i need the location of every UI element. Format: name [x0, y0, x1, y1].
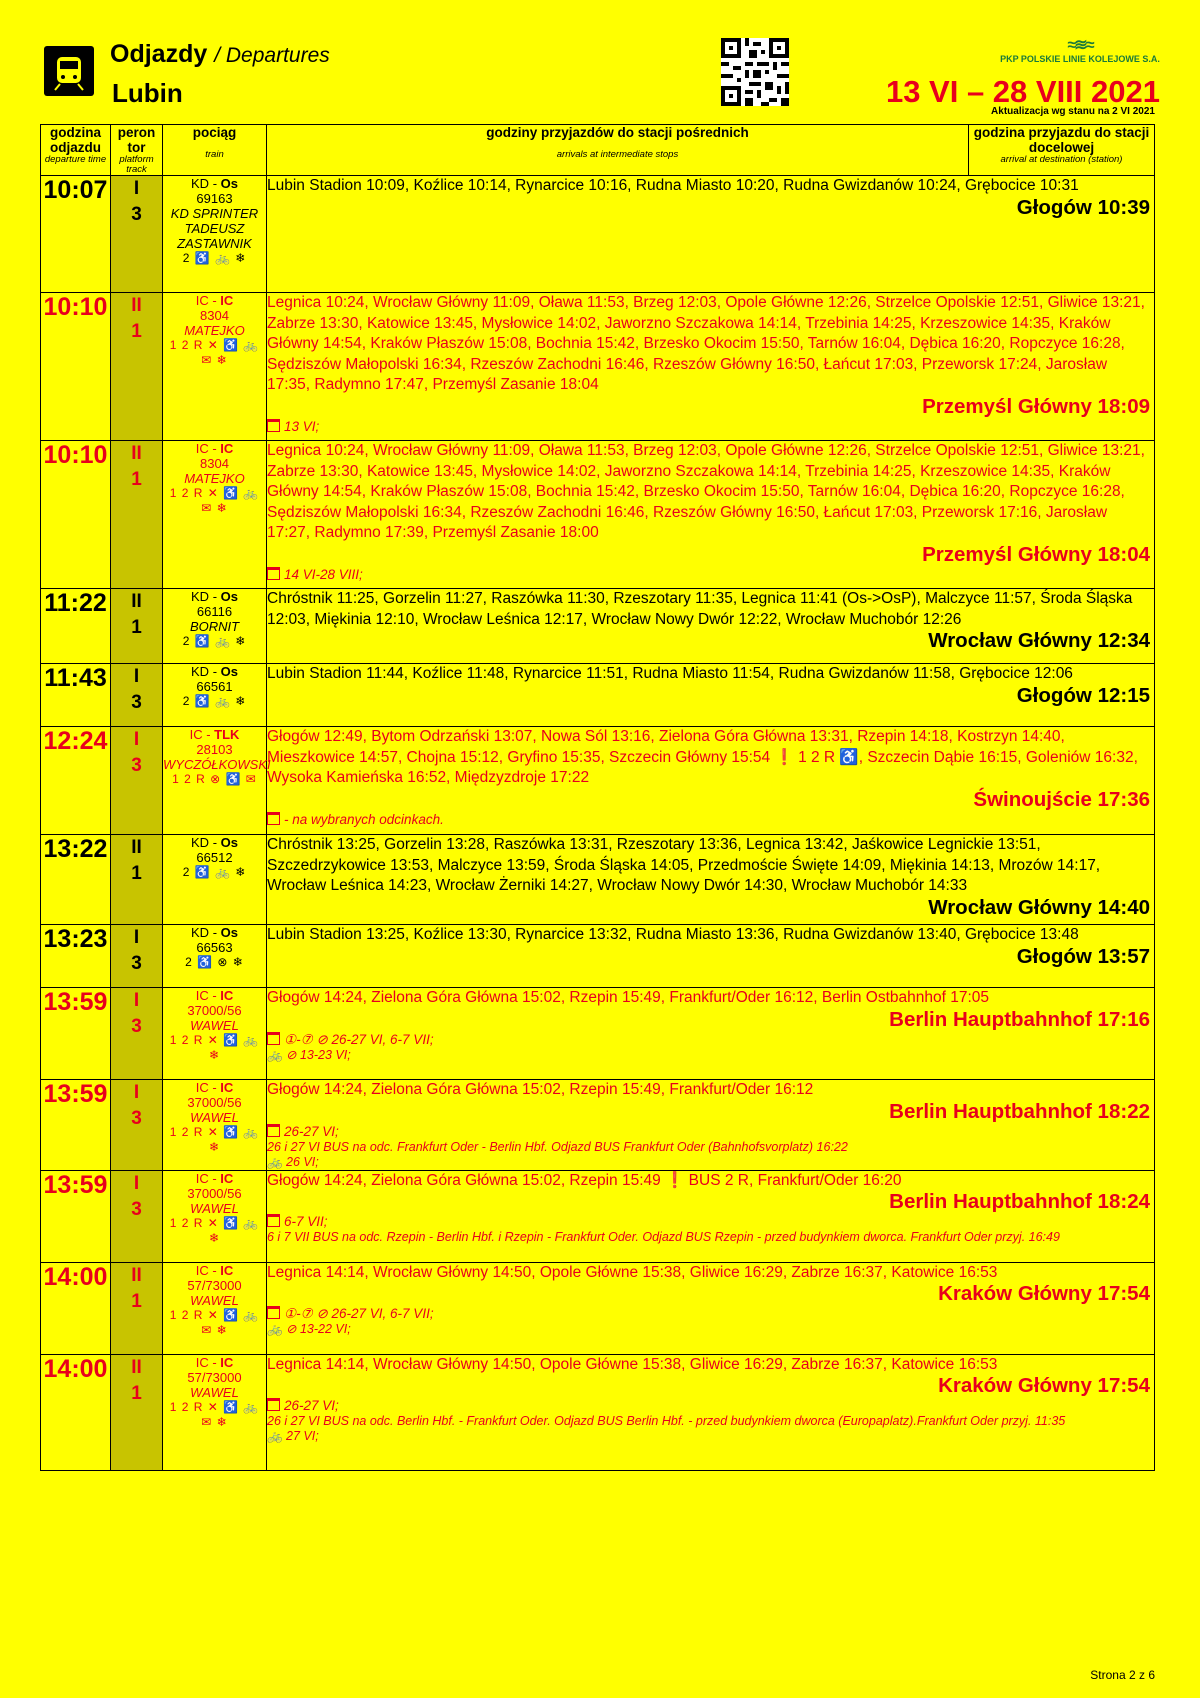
table-header-row — [41, 125, 1155, 176]
train-number: 57/73000 — [187, 1277, 242, 1293]
destination: Berlin Hauptbahnhof 18:24 — [889, 1190, 1150, 1213]
calendar-icon — [267, 1124, 280, 1137]
platform-track: II 1 — [111, 293, 163, 441]
departure-row — [41, 925, 1155, 988]
row-note: ①-⑦ ⊘ 26-27 VI, 6-7 VII; — [267, 1305, 1154, 1322]
train-info: KD - Os 69163 KD SPRINTER TADEUSZ ZASTAWNIK 2 ♿ 🚲 ❄ — [163, 176, 267, 293]
departure-time: 13:59 — [41, 1080, 111, 1171]
destination: Przemyśl Główny 18:09 — [922, 394, 1150, 418]
train-number: 8304 — [200, 308, 229, 323]
train-number: 69163 — [196, 191, 233, 206]
destination: Głogów 10:39 — [1016, 195, 1150, 219]
service-icons: 1 2 R ⊗ ♿ ✉ — [172, 772, 257, 786]
destination: Głogów 13:57 — [1016, 944, 1150, 968]
departure-time: 14:00 — [41, 1354, 111, 1470]
destination: Kraków Główny 17:54 — [938, 1282, 1150, 1305]
destination: Wrocław Główny 12:34 — [928, 629, 1150, 652]
departure-time: 13:59 — [41, 988, 111, 1080]
train-name: WAWEL — [190, 1384, 239, 1400]
intermediate-stops: Głogów 14:24, Zielona Góra Główna 15:02, Rzepin 15:49, Frankfurt/Oder 16:12 Berlin Hauptbahnhof 18:22 26-27 VI; 26 i 27 VI BUS na odc. Frankfurt Oder - Berlin Hbf. Odjazd BUS Frankfurt Oder (Bahnhofsvorplatz) 16:22 🚲 26 VI; — [267, 1080, 1155, 1171]
row-note: 14 VI-28 VIII; — [267, 566, 1154, 583]
service-icons: 1 2 R ✕ ♿ 🚲 ❄ — [169, 1125, 260, 1154]
service-icons: 1 2 R ✕ ♿ 🚲 ✉ ❄ — [169, 1399, 260, 1429]
train-number: 8304 — [200, 456, 229, 471]
update-note: Aktualizacja wg stanu na 2 VI 2021 — [991, 106, 1155, 117]
train-name: WYCZÓŁKOWSKI — [163, 757, 271, 772]
service-icons: 1 2 R ✕ ♿ 🚲 ✉ ❄ — [169, 486, 260, 515]
train-info: IC - IC 37000/56 WAWEL 1 2 R ✕ ♿ 🚲 ❄ — [163, 1170, 267, 1262]
destination: Kraków Główny 17:54 — [938, 1374, 1150, 1397]
platform-track: II 1 — [111, 1354, 163, 1470]
service-icons: 2 ♿ 🚲 ❄ — [182, 694, 247, 708]
train-name: MATEJKO — [184, 471, 245, 486]
train-info: IC - IC 37000/56 WAWEL 1 2 R ✕ ♿ 🚲 ❄ — [163, 988, 267, 1080]
train-icon — [44, 46, 94, 96]
train-number: 37000/56 — [187, 1003, 242, 1018]
train-number: 37000/56 — [187, 1185, 242, 1201]
column-header-platform: peron tor platform track — [111, 125, 163, 176]
service-icons: 1 2 R ✕ ♿ 🚲 ✉ ❄ — [169, 1307, 260, 1337]
calendar-icon — [267, 419, 280, 432]
departure-row — [41, 589, 1155, 664]
platform-track: I 3 — [111, 925, 163, 988]
page-header — [0, 0, 1200, 125]
service-icons: 2 ♿ 🚲 ❄ — [182, 251, 247, 265]
platform-track: II 1 — [111, 441, 163, 589]
train-info: IC - TLK 28103 WYCZÓŁKOWSKI 1 2 R ⊗ ♿ ✉ — [163, 727, 267, 835]
destination: Berlin Hauptbahnhof 17:16 — [889, 1007, 1150, 1031]
train-name: BORNIT — [189, 619, 240, 634]
destination: Głogów 12:15 — [1016, 683, 1150, 707]
intermediate-stops: Legnica 14:14, Wrocław Główny 14:50, Opole Główne 15:38, Gliwice 16:29, Zabrze 16:37, Katowice 16:53 Kraków Główny 17:54 ①-⑦ ⊘ 26-27 VI, 6-7 VII; 🚲 ⊘ 13-22 VI; — [267, 1262, 1155, 1354]
train-info: KD - Os 66116 BORNIT 2 ♿ 🚲 ❄ — [163, 589, 267, 664]
row-note: 26-27 VI; — [267, 1123, 1154, 1140]
column-header-stops: godziny przyjazdów do stacji pośrednich arrivals at intermediate stops — [267, 125, 969, 176]
train-info: KD - Os 66563 2 ♿ ⊗ ❄ — [163, 925, 267, 988]
departure-time: 14:00 — [41, 1262, 111, 1354]
platform-track: II 1 — [111, 1262, 163, 1354]
departure-time: 12:24 — [41, 727, 111, 835]
train-name: KD SPRINTER TADEUSZ ZASTAWNIK — [170, 206, 259, 251]
intermediate-stops: Lubin Stadion 10:09, Koźlice 10:14, Rynarcice 10:16, Rudna Miasto 10:20, Rudna Gwizdanów 10:24, Grębocice 10:31 Głogów 10:39 — [267, 176, 1155, 293]
departure-time: 13:22 — [41, 835, 111, 925]
train-name: WAWEL — [190, 1018, 239, 1033]
departure-time: 13:23 — [41, 925, 111, 988]
departure-time: 10:07 — [41, 176, 111, 293]
validity-period: 13 VI – 28 VIII 2021 — [885, 74, 1160, 109]
intermediate-stops: Legnica 10:24, Wrocław Główny 11:09, Oława 11:53, Brzeg 12:03, Opole Główne 12:26, Strzelce Opolskie 12:51, Gliwice 13:21, Zabrze 13:30, Katowice 13:45, Mysłowice 14:02, Jaworzno Szczakowa 14:14, Trzebinia 14:25, Krzeszowice 14:35, Kraków Główny 14:54, Kraków Płaszów 15:08, Bochnia 15:42, Brzesko Okocim 15:50, Tarnów 16:04, Dębica 16:20, Ropczyce 16:28, Sędziszów Małopolski 16:34, Rzeszów Zachodni 16:46, Rzeszów Główny 16:50, Łańcut 17:03, Przeworsk 17:24, Jarosław 17:35, Radymno 17:47, Przemyśl Zasanie 18:04 Przemyśl Główny 18:09 13 VI; — [267, 293, 1155, 441]
row-note: 🚲 26 VI; — [267, 1154, 319, 1169]
platform-track: I 3 — [111, 1170, 163, 1262]
departure-row — [41, 176, 1155, 293]
row-note: 6 i 7 VII BUS na odc. Rzepin - Berlin Hbf. i Rzepin - Frankfurt Oder. Odjazd BUS Rzepin - przed budynkiem dworca. Frankfurt Oder przyj. 16:49 — [267, 1230, 1060, 1244]
platform-track: I 3 — [111, 1080, 163, 1171]
page-number: Strona 2 z 6 — [1090, 1668, 1155, 1682]
departures-table — [40, 124, 1155, 1471]
calendar-icon — [267, 812, 280, 825]
station-name: Lubin — [112, 78, 183, 108]
platform-track: I 3 — [111, 176, 163, 293]
service-icons: 2 ♿ ⊗ ❄ — [185, 955, 244, 969]
train-number: 37000/56 — [187, 1095, 242, 1110]
row-note: ①-⑦ ⊘ 26-27 VI, 6-7 VII; — [267, 1031, 1154, 1048]
departure-row — [41, 664, 1155, 727]
service-icons: 1 2 R ✕ ♿ 🚲 ✉ ❄ — [169, 338, 260, 367]
departure-time: 13:59 — [41, 1170, 111, 1262]
departure-time: 10:10 — [41, 441, 111, 589]
departure-row — [41, 1354, 1155, 1470]
row-note: 🚲 ⊘ 13-23 VI; — [267, 1047, 351, 1062]
train-info: IC - IC 8304 MATEJKO 1 2 R ✕ ♿ 🚲 ✉ ❄ — [163, 441, 267, 589]
service-icons: 1 2 R ✕ ♿ 🚲 ❄ — [169, 1033, 260, 1062]
calendar-icon — [267, 1214, 280, 1227]
train-info: KD - Os 66512 2 ♿ 🚲 ❄ — [163, 835, 267, 925]
train-info: KD - Os 66561 2 ♿ 🚲 ❄ — [163, 664, 267, 727]
departure-row — [41, 1262, 1155, 1354]
train-number: 66512 — [196, 850, 233, 865]
calendar-icon — [267, 1032, 280, 1045]
departure-row — [41, 835, 1155, 925]
train-name: WAWEL — [190, 1200, 239, 1216]
platform-track: I 3 — [111, 727, 163, 835]
row-note: - na wybranych odcinkach. — [267, 811, 1154, 828]
intermediate-stops: Lubin Stadion 13:25, Koźlice 13:30, Rynarcice 13:32, Rudna Miasto 13:36, Rudna Gwizdanów 13:40, Grębocice 13:48 Głogów 13:57 — [267, 925, 1155, 988]
intermediate-stops: Chróstnik 13:25, Gorzelin 13:28, Raszówka 13:31, Rzeszotary 13:36, Legnica 13:42, Jaśkowice Legnickie 13:51, Szczedrzykowice 13:53, Malczyce 13:59, Środa Śląska 14:05, Przedmoście Święte 14:09, Miękinia 14:13, Mrozów 14:17, Wrocław Leśnica 14:23, Wrocław Żerniki 14:27, Wrocław Nowy Dwór 14:30, Wrocław Muchobór 14:33 Wrocław Główny 14:40 — [267, 835, 1155, 925]
column-header-train: pociąg train — [163, 125, 267, 176]
calendar-icon — [267, 567, 280, 580]
departure-time: 10:10 — [41, 293, 111, 441]
service-icons: 2 ♿ 🚲 ❄ — [182, 865, 247, 879]
train-number: 66561 — [196, 679, 233, 694]
train-info: IC - IC 8304 MATEJKO 1 2 R ✕ ♿ 🚲 ✉ ❄ — [163, 293, 267, 441]
calendar-icon — [267, 1306, 280, 1319]
train-name: WAWEL — [190, 1110, 239, 1125]
destination: Berlin Hauptbahnhof 18:22 — [889, 1099, 1150, 1123]
row-note: 🚲 ⊘ 13-22 VI; — [267, 1322, 351, 1336]
train-name: MATEJKO — [184, 323, 245, 338]
platform-track: II 1 — [111, 835, 163, 925]
train-info: IC - IC 37000/56 WAWEL 1 2 R ✕ ♿ 🚲 ❄ — [163, 1080, 267, 1171]
row-note: 🚲 27 VI; — [267, 1429, 319, 1443]
intermediate-stops: Chróstnik 11:25, Gorzelin 11:27, Raszówka 11:30, Rzeszotary 11:35, Legnica 11:41 (Os->OsP), Malczyce 11:57, Środa Śląska 12:03, Miękinia 12:10, Wrocław Leśnica 12:17, Wrocław Nowy Dwór 12:22, Wrocław Muchobór 12:26 Wrocław Główny 12:34 — [267, 589, 1155, 664]
platform-track: I 3 — [111, 664, 163, 727]
intermediate-stops: Głogów 14:24, Zielona Góra Główna 15:02, Rzepin 15:49, Frankfurt/Oder 16:12, Berlin Ostbahnhof 17:05 Berlin Hauptbahnhof 17:16 ①-⑦ ⊘ 26-27 VI, 6-7 VII; 🚲 ⊘ 13-23 VI; — [267, 988, 1155, 1080]
departure-time: 11:22 — [41, 589, 111, 664]
train-number: 66563 — [196, 940, 233, 955]
destination: Wrocław Główny 14:40 — [928, 895, 1150, 919]
intermediate-stops: Głogów 14:24, Zielona Góra Główna 15:02, Rzepin 15:49 ❗ BUS 2 R, Frankfurt/Oder 16:20 Berlin Hauptbahnhof 18:24 6-7 VII; 6 i 7 VII BUS na odc. Rzepin - Berlin Hbf. i Rzepin - Frankfurt Oder. Odjazd BUS Rzepin - przed budynkiem dworca. Frankfurt Oder przyj. 16:49 — [267, 1170, 1155, 1262]
platform-track: II 1 — [111, 589, 163, 664]
train-number: 57/73000 — [187, 1369, 242, 1385]
destination: Świnoujście 17:36 — [973, 787, 1150, 811]
train-number: 28103 — [196, 742, 233, 757]
departure-row — [41, 1170, 1155, 1262]
calendar-icon — [267, 1398, 280, 1411]
column-header-departure: godzina odjazdu departure time — [41, 125, 111, 176]
qr-code-icon — [721, 38, 789, 106]
column-header-destination: godzina przyjazdu do stacji docelowej arrival at destination (station) — [969, 125, 1155, 176]
row-note: 6-7 VII; — [267, 1213, 1154, 1230]
service-icons: 2 ♿ 🚲 ❄ — [182, 634, 247, 648]
service-icons: 1 2 R ✕ ♿ 🚲 ❄ — [169, 1215, 260, 1245]
intermediate-stops: Lubin Stadion 11:44, Koźlice 11:48, Rynarcice 11:51, Rudna Miasto 11:54, Rudna Gwizdanów 11:58, Grębocice 12:06 Głogów 12:15 — [267, 664, 1155, 727]
row-note: 26 i 27 VI BUS na odc. Berlin Hbf. - Frankfurt Oder. Odjazd BUS Berlin Hbf. - przed budynkiem dworca (Europaplatz).Frankfurt Oder przyj. 11:35 — [267, 1414, 1066, 1428]
departure-row — [41, 1080, 1155, 1171]
train-info: IC - IC 57/73000 WAWEL 1 2 R ✕ ♿ 🚲 ✉ ❄ — [163, 1262, 267, 1354]
page-title: Odjazdy / Departures — [110, 40, 330, 68]
operator-logo: ≈≋≈ PKP POLSKIE LINIE KOLEJOWE S.A. — [1000, 37, 1160, 64]
train-info: IC - IC 57/73000 WAWEL 1 2 R ✕ ♿ 🚲 ✉ ❄ — [163, 1354, 267, 1470]
row-note: 26 i 27 VI BUS na odc. Frankfurt Oder - Berlin Hbf. Odjazd BUS Frankfurt Oder (Bahnhofsvorplatz) 16:22 — [267, 1139, 848, 1154]
departure-time: 11:43 — [41, 664, 111, 727]
intermediate-stops: Głogów 12:49, Bytom Odrzański 13:07, Nowa Sól 13:16, Zielona Góra Główna 13:31, Rzepin 14:18, Kostrzyn 14:40, Mieszkowice 14:57, Chojna 15:12, Gryfino 15:35, Szczecin Główny 15:54 ❗ 1 2 R ♿, Szczecin Dąbie 16:15, Goleniów 16:32, Wysoka Kamieńska 16:52, Międzyzdroje 17:22 Świnoujście 17:36 - na wybranych odcinkach. — [267, 727, 1155, 835]
intermediate-stops: Legnica 14:14, Wrocław Główny 14:50, Opole Główne 15:38, Gliwice 16:29, Zabrze 16:37, Katowice 16:53 Kraków Główny 17:54 26-27 VI; 26 i 27 VI BUS na odc. Berlin Hbf. - Frankfurt Oder. Odjazd BUS Berlin Hbf. - przed budynkiem dworca (Europaplatz).Frankfurt Oder przyj. 11:35 🚲 27 VI; — [267, 1354, 1155, 1470]
departure-row — [41, 988, 1155, 1080]
platform-track: I 3 — [111, 988, 163, 1080]
train-name: WAWEL — [190, 1292, 239, 1308]
destination: Przemyśl Główny 18:04 — [922, 542, 1150, 566]
train-number: 66116 — [196, 604, 233, 619]
row-note: 26-27 VI; — [267, 1397, 1154, 1414]
intermediate-stops: Legnica 10:24, Wrocław Główny 11:09, Oława 11:53, Brzeg 12:03, Opole Główne 12:26, Strzelce Opolskie 12:51, Gliwice 13:21, Zabrze 13:30, Katowice 13:45, Mysłowice 14:02, Jaworzno Szczakowa 14:14, Trzebinia 14:25, Krzeszowice 14:35, Kraków Główny 14:54, Kraków Płaszów 15:08, Bochnia 15:42, Brzesko Okocim 15:50, Tarnów 16:04, Dębica 16:20, Ropczyce 16:28, Sędziszów Małopolski 16:34, Rzeszów Zachodni 16:46, Rzeszów Główny 16:50, Łańcut 17:03, Przeworsk 17:16, Jarosław 17:27, Radymno 17:39, Przemyśl Zasanie 18:00 Przemyśl Główny 18:04 14 VI-28 VIII; — [267, 441, 1155, 589]
row-note: 13 VI; — [267, 418, 1154, 435]
departure-row — [41, 727, 1155, 835]
departure-row — [41, 441, 1155, 589]
departure-row — [41, 293, 1155, 441]
